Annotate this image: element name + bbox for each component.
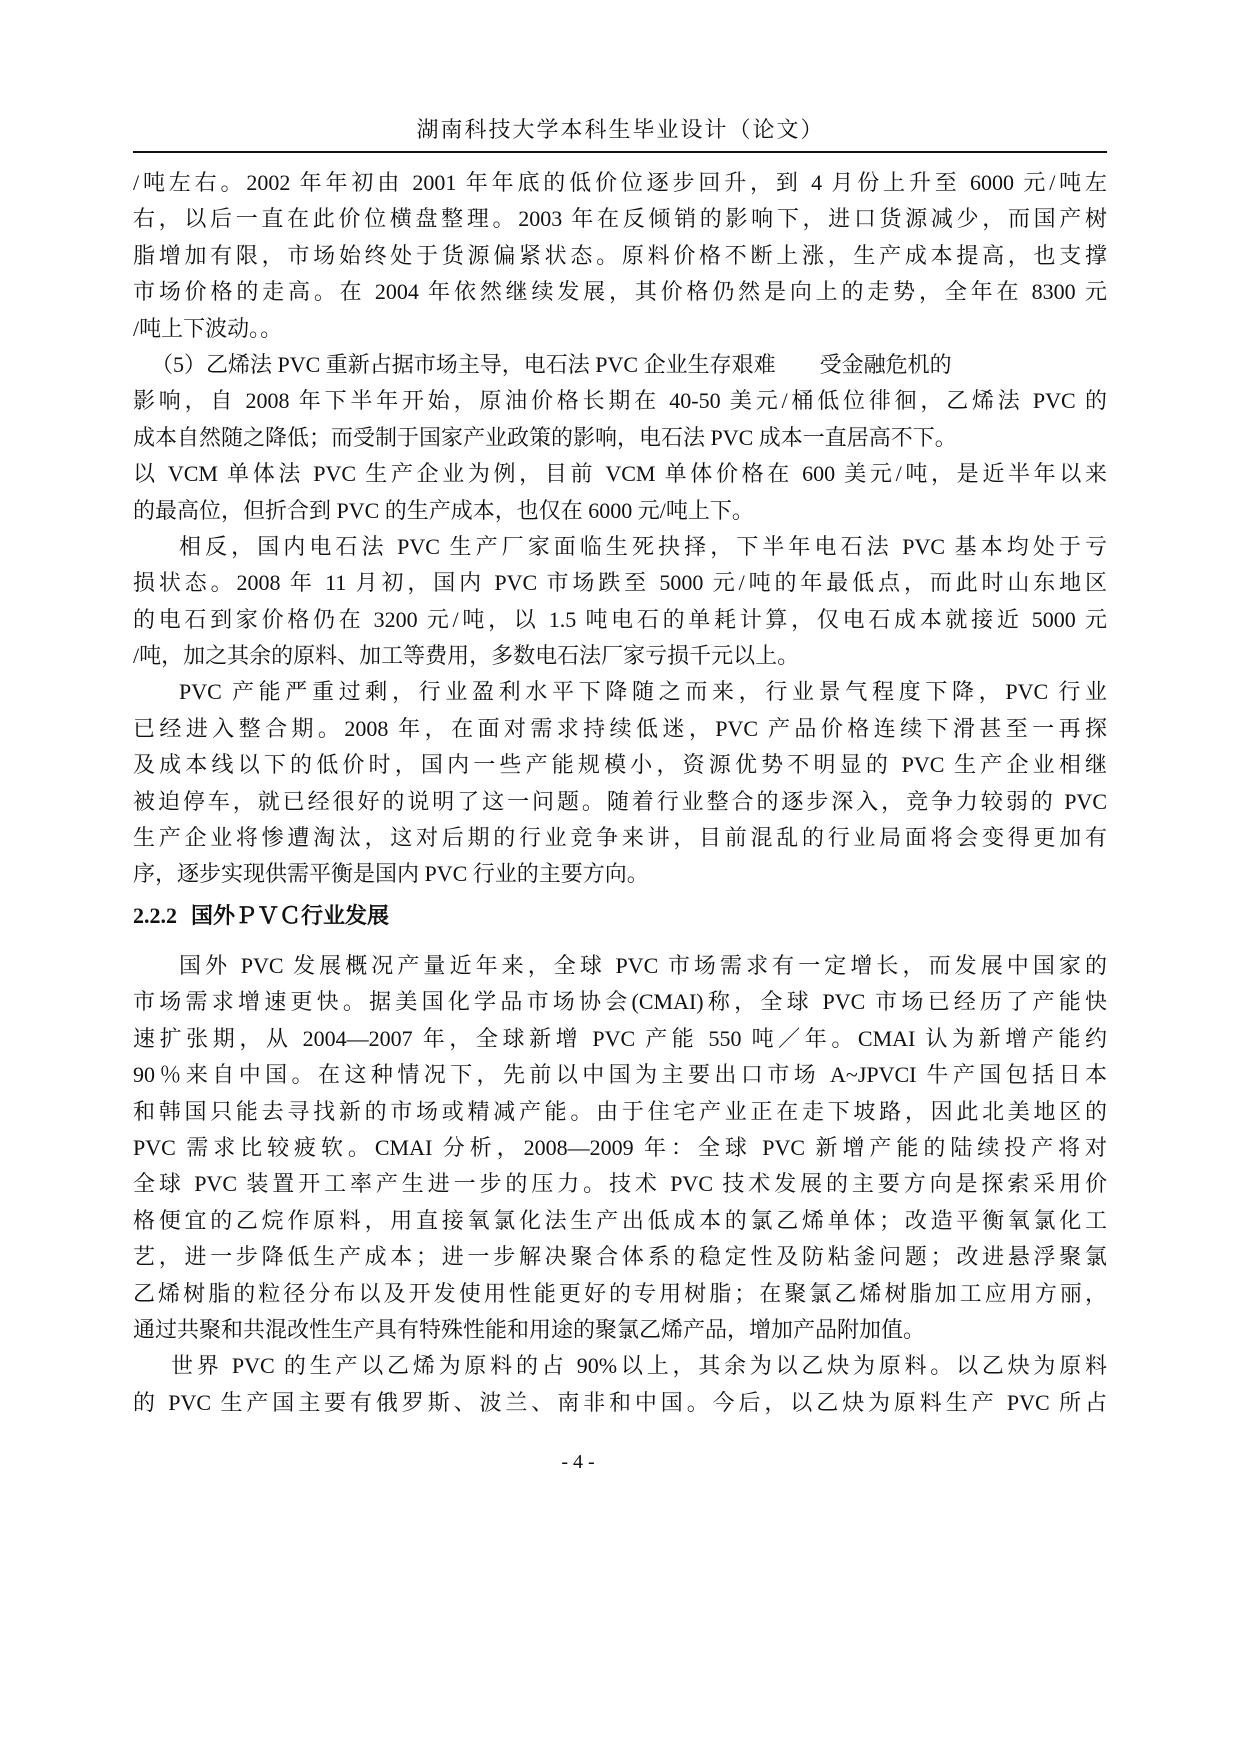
paragraph bbox=[133, 1348, 1107, 1421]
paragraph-line: 艺，进一步降低生产成本；进一步解决聚合体系的稳定性及防粘釜问题；改进悬浮聚氯 bbox=[133, 1244, 1107, 1270]
paragraph-line: （5）乙烯法 PVC 重新占据市场主导，电石法 PVC 企业生存艰难 受金融危机的 bbox=[151, 351, 952, 377]
paragraph-line: 的最高位，但折合到 PVC 的生产成本，也仅在 6000 元/吨上下。 bbox=[133, 497, 754, 523]
running-header: 湖南科技大学本科生毕业设计（论文） bbox=[416, 117, 825, 142]
paragraph-line: 市场价格的走高。在 2004 年依然继续发展，其价格仍然是向上的走势，全年在 8300 元 bbox=[133, 279, 1107, 305]
paragraph-line: 损状态。2008 年 11 月初，国内 PVC 市场跌至 5000 元/吨的年最低点，而此时山东地区 bbox=[133, 570, 1107, 596]
paragraph-line: 速扩张期，从 2004—2007 年，全球新增 PVC 产能 550 吨／年。CMAI 认为新增产能约 bbox=[133, 1025, 1107, 1051]
paragraph-line: 乙烯树脂的粒径分布以及开发使用性能更好的专用树脂；在聚氯乙烯树脂加工应用方丽， bbox=[133, 1280, 1107, 1306]
paragraph-line: PVC 产能严重过剩，行业盈利水平下降随之而来，行业景气程度下降，PVC 行业 bbox=[179, 679, 1107, 705]
paragraph-line: 脂增加有限，市场始终处于货源偏紧状态。原料价格不断上涨，生产成本提高，也支撑 bbox=[133, 242, 1107, 268]
paragraph bbox=[133, 347, 1107, 529]
paragraph-line: 右，以后一直在此价位横盘整理。2003 年在反倾销的影响下，进口货源减少，而国产树 bbox=[133, 206, 1107, 232]
paragraph-line: PVC 需求比较疲软。CMAI 分析，2008—2009 年：全球 PVC 新增产能的陆续投产将对 bbox=[133, 1134, 1107, 1160]
body-text-upper bbox=[133, 165, 1107, 893]
section-heading bbox=[133, 898, 1107, 934]
paragraph-line: 影响，自 2008 年下半年开始，原油价格长期在 40-50 美元/桶低位徘徊，乙烯法 PVC 的 bbox=[133, 388, 1107, 414]
paragraph-line: 以 VCM 单体法 PVC 生产企业为例，目前 VCM 单体价格在 600 美元/吨，是近半年以来 bbox=[133, 461, 1107, 487]
paragraph-line: 及成本线以下的低价时，国内一些产能规模小，资源优势不明显的 PVC 生产企业相继 bbox=[133, 752, 1107, 778]
paragraph-line: 国外 PVC 发展概况产量近年来，全球 PVC 市场需求有一定增长，而发展中国家的 bbox=[179, 953, 1107, 978]
paragraph-line: 生产企业将惨遭淘汰，这对后期的行业竞争来讲，目前混乱的行业局面将会变得更加有 bbox=[133, 825, 1107, 851]
paragraph-line: /吨左右。2002 年年初由 2001 年年底的低价位逐步回升，到 4 月份上升至 6000 元/吨左 bbox=[133, 170, 1107, 195]
paragraph-line: 序，逐步实现供需平衡是国内 PVC 行业的主要方向。 bbox=[133, 861, 649, 887]
paragraph-line: 的电石到家价格仍在 3200 元/吨，以 1.5 吨电石的单耗计算，仅电石成本就接近 5000 元 bbox=[133, 606, 1107, 632]
paragraph bbox=[133, 948, 1107, 1348]
paragraph-line: 的 PVC 生产国主要有俄罗斯、波兰、南非和中国。今后，以乙炔为原料生产 PVC 所占 bbox=[133, 1389, 1107, 1415]
paragraph-line: 世界 PVC 的生产以乙烯为原料的占 90%以上，其余为以乙炔为原料。以乙炔为原料 bbox=[171, 1353, 1107, 1379]
paragraph-line: 格便宜的乙烷作原料，用直接氧氯化法生产出低成本的氯乙烯单体；改造平衡氧氯化工 bbox=[133, 1207, 1107, 1233]
paragraph-line: 90％来自中国。在这种情况下，先前以中国为主要出口市场 A~JPVCI 牛产国包括日本 bbox=[133, 1062, 1107, 1088]
paragraph-line: /吨，加之其余的原料、加工等费用，多数电石法厂家亏损千元以上。 bbox=[133, 643, 800, 669]
paragraph-line: 相反，国内电石法 PVC 生产厂家面临生死抉择，下半年电石法 PVC 基本均处于亏 bbox=[179, 533, 1107, 559]
body-text-lower bbox=[133, 948, 1107, 1421]
paragraph bbox=[133, 529, 1107, 675]
paragraph bbox=[133, 674, 1107, 892]
paragraph-line: 和韩国只能去寻找新的市场或精减产能。由于住宅产业正在走下坡路，因此北美地区的 bbox=[133, 1098, 1107, 1124]
section-title: 国外ＰＶＣ行业发展 bbox=[191, 904, 390, 929]
paragraph-line: 通过共聚和共混改性生产具有特殊性能和用途的聚氯乙烯产品，增加产品附加值。 bbox=[133, 1316, 926, 1342]
paragraph-line: /吨上下波动。。 bbox=[133, 315, 283, 341]
paragraph-line: 全球 PVC 装置开工率产生进一步的压力。技术 PVC 技术发展的主要方向是探索采用价 bbox=[133, 1171, 1107, 1197]
paragraph bbox=[133, 165, 1107, 347]
page-number: - 4 - bbox=[561, 1451, 595, 1473]
paragraph-line: 市场需求增速更快。据美国化学品市场协会(CMAI)称，全球 PVC 市场已经历了产能快 bbox=[133, 989, 1107, 1015]
section-number: 2.2.2 bbox=[133, 903, 177, 928]
paragraph-line: 成本自然随之降低；而受制于国家产业政策的影响，电石法 PVC 成本一直居高不下。 bbox=[133, 424, 957, 450]
header-divider bbox=[133, 151, 1107, 153]
paragraph-line: 已经进入整合期。2008 年，在面对需求持续低迷，PVC 产品价格连续下滑甚至一再探 bbox=[133, 715, 1107, 741]
paragraph-line: 被迫停车，就已经很好的说明了这一问题。随着行业整合的逐步深入，竞争力较弱的 PVC bbox=[133, 788, 1107, 814]
